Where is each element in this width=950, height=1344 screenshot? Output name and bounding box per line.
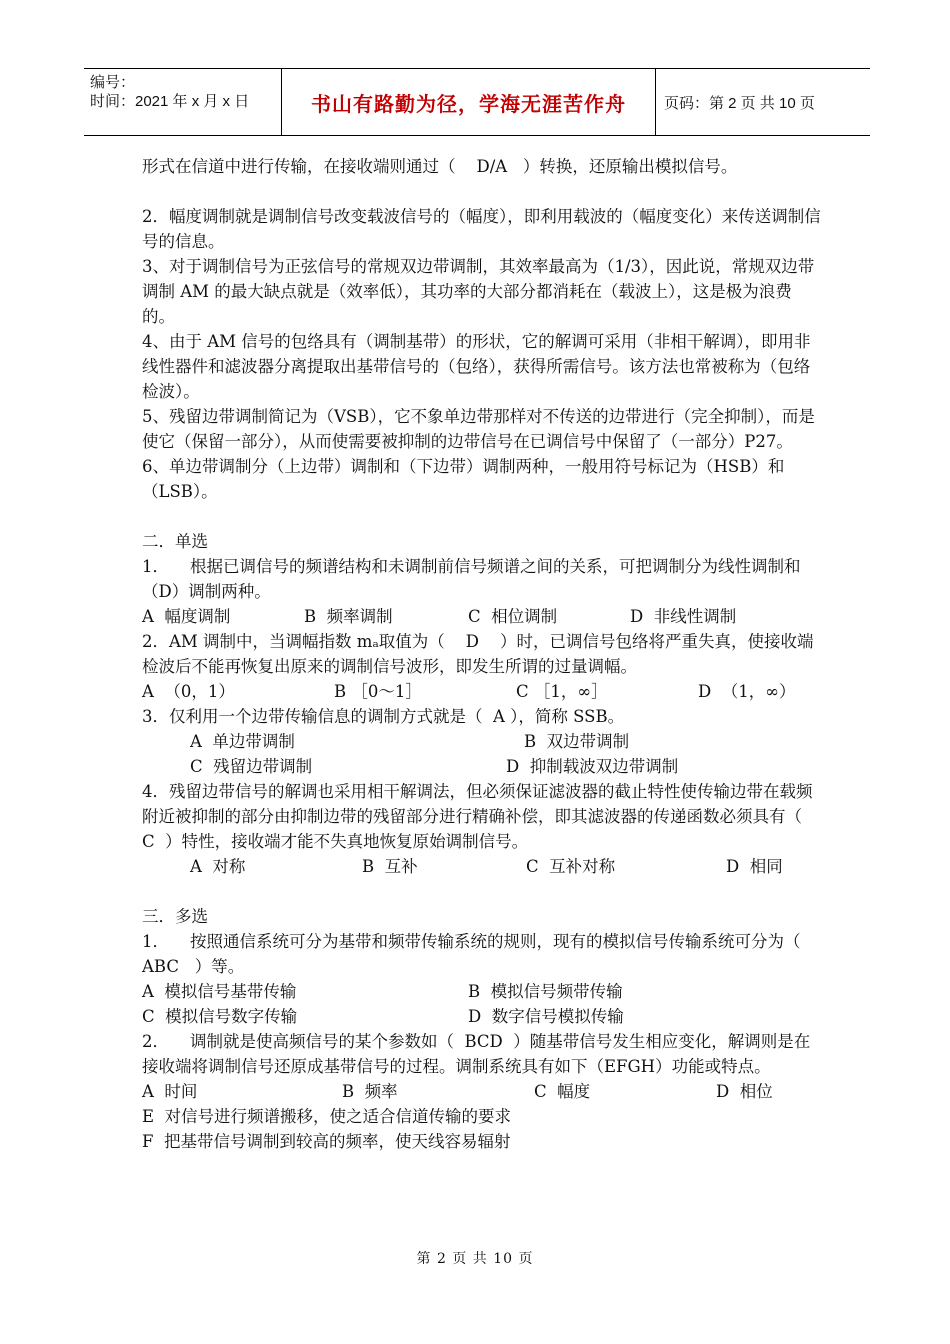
page-header <box>84 68 870 136</box>
option: C 相位调制 <box>468 607 558 626</box>
single-q3-text: 3．仅利用一个边带传输信息的调制方式就是（ A ），简称 SSB。 <box>142 707 625 726</box>
fill-item-4: 4、由于 AM 信号的包络具有（调制基带）的形状，它的解调可采用（非相干解调），即用非线性器件和滤波器分离提取出基带信号的（包络），获得所需信号。该方法也常被称为（包络检波）。 <box>142 332 811 401</box>
single-q3-options-c <box>142 754 822 779</box>
option: C 幅度 <box>534 1082 591 1101</box>
option: B 模拟信号频带传输 <box>468 982 623 1001</box>
multi-q1-options-ab <box>142 979 822 1004</box>
section-single-choice-title: 二．单选 <box>142 532 208 551</box>
doc-date-label: 时间：2021 年 x 月 x 日 <box>90 93 250 110</box>
option: C ［1，∞］ <box>516 682 608 701</box>
fill-item-3: 3、对于调制信号为正弦信号的常规双边带调制，其效率最高为（1/3），因此说，常规双边带调制 AM 的最大缺点就是（效率低），其功率的大部分都消耗在（载波上），这是极为浪费的。 <box>142 257 815 326</box>
option: A 模拟信号基带传输 <box>142 982 297 1001</box>
multi-q2-text: 2． 调制就是使高频信号的某个参数如（ BCD ）随基带信号发生相应变化，解调则是在接收端将调制信号还原成基带信号的过程。调制系统具有如下（EFGH）功能或特点。 <box>142 1032 811 1076</box>
option: B 互补 <box>362 857 418 876</box>
fill-item-5: 5、残留边带调制简记为（VSB），它不象单边带那样对不传送的边带进行（完全抑制），而是使它（保留一部分），从而使需要被抑制的边带信号在已调信号中保留了（一部分）P27。 <box>142 407 815 451</box>
single-q4-text: 4．残留边带信号的解调也采用相干解调法，但必须保证滤波器的截止特性使传输边带在载频附近被抑制的部分由抑制边带的残留部分进行精确补偿，即其滤波器的传递函数必须具有（ C ）特性，接收端才能不失真地恢复原始调制信号。 <box>142 782 818 851</box>
option: A （0，1） <box>142 682 235 701</box>
option: C 残留边带调制 <box>190 757 313 776</box>
intro-paragraph: 形式在信道中进行传输，在接收端则通过（ D/A ）转换，还原输出模拟信号。 <box>142 157 738 176</box>
header-page-label: 页码：第 2 页 共 10 页 <box>664 94 815 112</box>
header-motto: 书山有路勤为径，学海无涯苦作舟 <box>282 69 656 135</box>
option: A 单边带调制 <box>190 732 295 751</box>
single-q1-text: 1． 根据已调信号的频谱结构和未调制前信号频谱之间的关系，可把调制分为线性调制和（D）调制两种。 <box>142 557 801 601</box>
option: C 互补对称 <box>526 857 616 876</box>
multi-q2-option-e: E 对信号进行频谱搬移，使之适合信道传输的要求 <box>142 1107 512 1126</box>
option: D 数字信号模拟传输 <box>468 1007 624 1026</box>
option: D 非线性调制 <box>630 607 737 626</box>
document-body <box>142 154 822 1154</box>
option: B 频率调制 <box>304 607 393 626</box>
option: A 幅度调制 <box>142 607 231 626</box>
option: B ［0～1］ <box>334 682 422 701</box>
multi-q1-options-cd <box>142 1004 822 1029</box>
option: A 对称 <box>190 857 246 876</box>
multi-q2-option-f: F 把基带信号调制到较高的频率，使天线容易辐射 <box>142 1132 511 1151</box>
option: B 频率 <box>342 1082 398 1101</box>
option: A 时间 <box>142 1082 198 1101</box>
option: B 双边带调制 <box>524 732 630 751</box>
multi-q1-text: 1． 按照通信系统可分为基带和频带传输系统的规则，现有的模拟信号传输系统可分为（ ABC ）等。 <box>142 932 811 976</box>
fill-item-6: 6、单边带调制分（上边带）调制和（下边带）调制两种，一般用符号标记为（HSB）和（LSB）。 <box>142 457 785 501</box>
option: C 模拟信号数字传输 <box>142 1007 298 1026</box>
section-multi-choice-title: 三．多选 <box>142 907 208 926</box>
option: D 相同 <box>726 857 783 876</box>
single-q1-options <box>142 604 822 629</box>
header-meta <box>84 69 282 135</box>
doc-number-label: 编号： <box>90 74 136 91</box>
option: D （1，∞） <box>698 682 796 701</box>
page-footer: 第 2 页 共 10 页 <box>416 1251 534 1267</box>
single-q2-text: 2．AM 调制中，当调幅指数 mₐ取值为（ D ）时，已调信号包络将严重失真，使接收端检波后不能再恢复出原来的调制信号波形，即发生所谓的过量调幅。 <box>142 632 814 676</box>
multi-q2-options <box>142 1079 822 1104</box>
single-q2-options <box>142 679 822 704</box>
fill-item-2: 2．幅度调制就是调制信号改变载波信号的（幅度），即利用载波的（幅度变化）来传送调制信号的信息。 <box>142 207 821 251</box>
option: D 相位 <box>716 1082 773 1101</box>
single-q3-options-a <box>142 729 822 754</box>
single-q4-options <box>142 854 822 879</box>
option: D 抑制载波双边带调制 <box>506 757 679 776</box>
